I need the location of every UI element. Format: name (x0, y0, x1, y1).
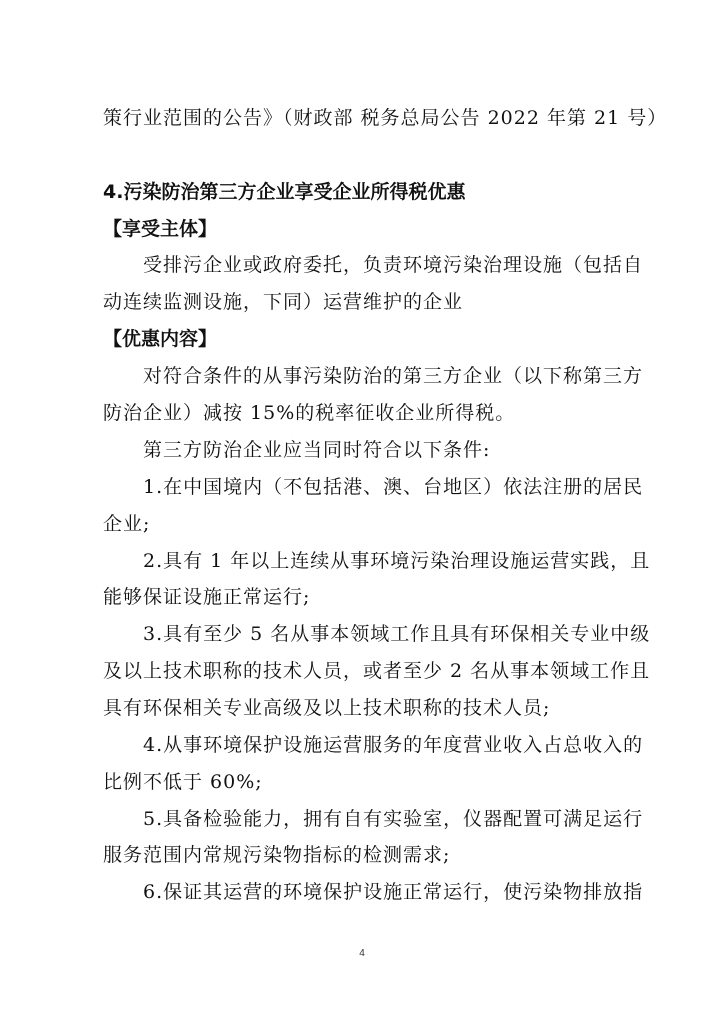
list-item-line: 比例不低于 60%; (103, 771, 263, 793)
section-heading: 4.污染防治第三方企业享受企业所得税优惠 (103, 181, 466, 203)
body-text-line: 动连续监测设施，下同）运营维护的企业 (103, 291, 464, 313)
list-item-line: 4.从事环境保护设施运营服务的年度营业收入占总收入的 (143, 734, 644, 756)
subheading-content: 【优惠内容】 (103, 328, 218, 350)
body-text-line: 受排污企业或政府委托，负责环境污染治理设施（包括自 (143, 254, 644, 276)
body-text-line: 对符合条件的从事污染防治的第三方企业（以下称第三方 (143, 365, 644, 387)
body-text-line: 策行业范围的公告》（财政部 税务总局公告 2022 年第 21 号） (103, 107, 668, 129)
list-item-line: 服务范围内常规污染物指标的检测需求; (103, 844, 451, 866)
list-item-line: 及以上技术职称的技术人员，或者至少 2 名从事本领域工作且 (103, 660, 651, 682)
list-item-line: 能够保证设施正常运行; (103, 586, 311, 608)
list-item-line: 1.在中国境内（不包括港、澳、台地区）依法注册的居民 (143, 476, 644, 498)
list-item-line: 企业; (103, 513, 151, 535)
list-item-line: 具有环保相关专业高级及以上技术职称的技术人员; (103, 697, 551, 719)
list-item-line: 5.具备检验能力，拥有自有实验室，仪器配置可满足运行 (143, 808, 644, 830)
list-item-line: 2.具有 1 年以上连续从事环境污染治理设施运营实践，且 (143, 550, 651, 572)
list-item-line: 6.保证其运营的环境保护设施正常运行，使污染物排放指 (143, 881, 644, 903)
list-item-line: 3.具有至少 5 名从事本领域工作且具有环保相关专业中级 (143, 623, 651, 645)
page-number: 4 (359, 948, 365, 959)
body-text-line: 防治企业）减按 15%的税率征收企业所得税。 (103, 402, 516, 424)
subheading-subject: 【享受主体】 (103, 218, 218, 240)
body-text-line: 第三方防治企业应当同时符合以下条件: (143, 439, 491, 461)
